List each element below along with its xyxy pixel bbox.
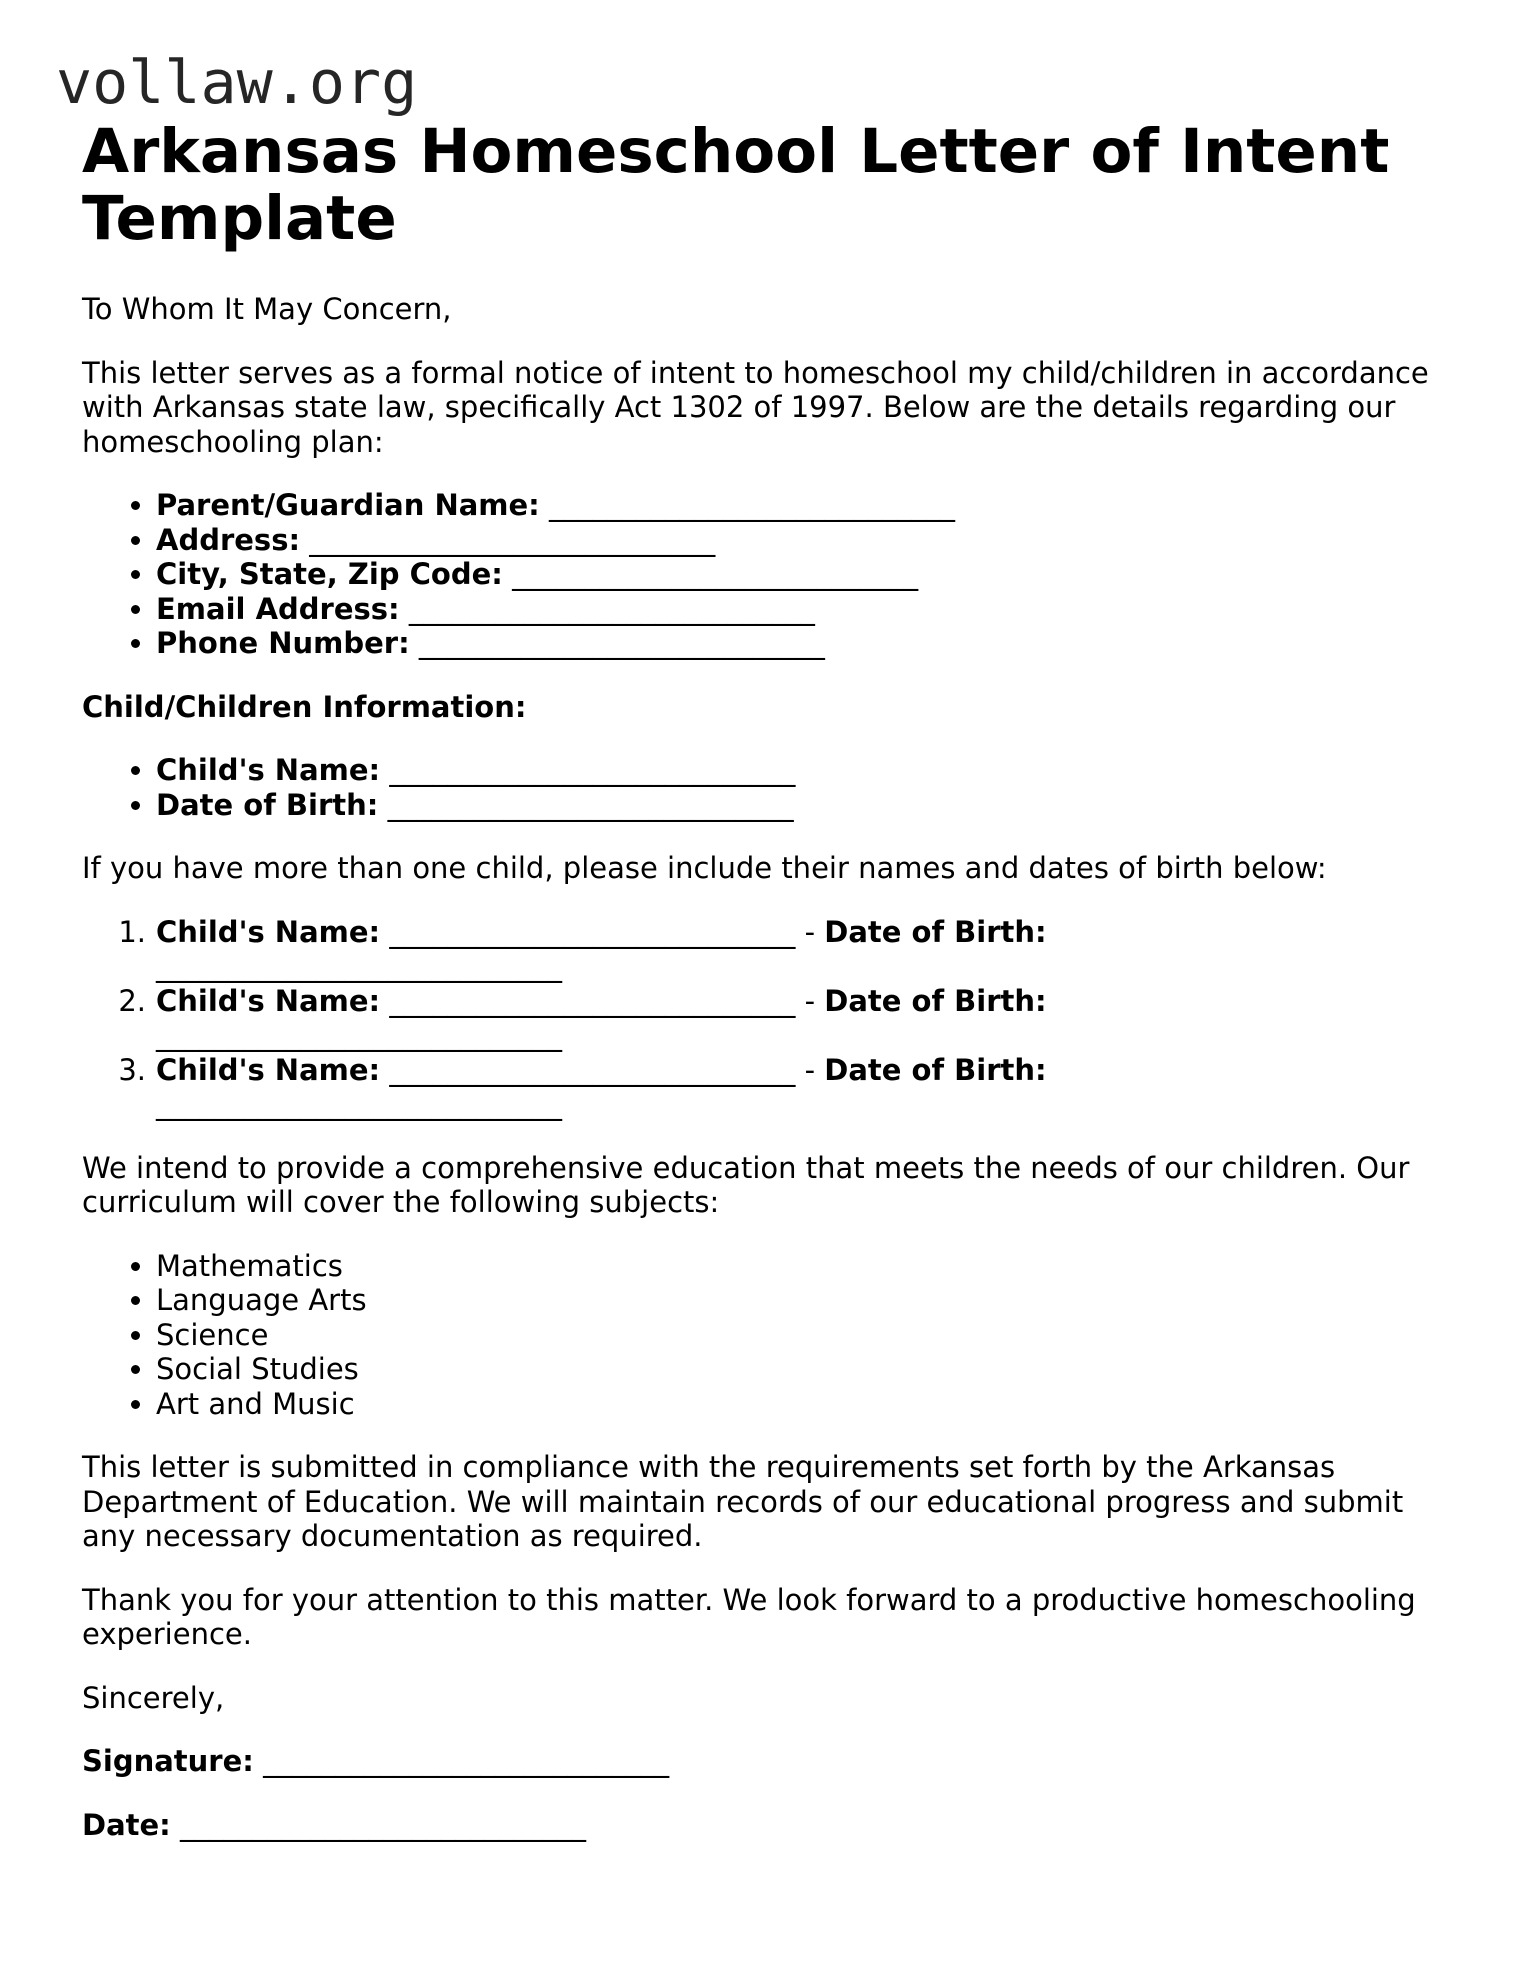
list-item-child-name: [156, 753, 1436, 788]
page-title: Arkansas Homeschool Letter of Intent Template: [82, 116, 1390, 254]
separator-dash: -: [804, 1052, 816, 1087]
signature-blank-line: ____________________________: [263, 1744, 670, 1778]
blank-line: ____________________________: [389, 753, 796, 787]
blank-line: ____________________________: [156, 1018, 562, 1052]
list-item-phone: [156, 626, 1436, 661]
row-number: 1.: [118, 914, 146, 949]
dob-label: Date of Birth:: [824, 914, 1047, 949]
subject-item-science: • Science: [156, 1318, 1436, 1353]
list-item-date-of-birth: [156, 788, 1436, 823]
list-item-city-state-zip: [156, 557, 1436, 592]
parent-info-list: [82, 488, 1436, 661]
child-name-label: Child's Name:: [156, 1052, 381, 1087]
compliance-paragraph: This letter is submitted in compliance with the requirements set forth by the Arkansas Department of Education. We will maintain records of our educational progress and submit any necessary documentation as required.: [82, 1450, 1404, 1553]
dob-label: Date of Birth:: [824, 1052, 1047, 1087]
row-number: 3.: [118, 1052, 146, 1087]
blank-line: ____________________________: [156, 949, 562, 983]
subject-item-language-arts: • Language Arts: [156, 1283, 1436, 1318]
signoff-text: Sincerely,: [82, 1680, 225, 1715]
list-item-address: [156, 523, 1436, 558]
blank-line: ____________________________: [389, 914, 796, 949]
curriculum-intro-paragraph: We intend to provide a comprehensive education that meets the needs of our children. Our curriculum will cover the following subjects:: [82, 1150, 1410, 1219]
more-children-note: If you have more than one child, please include their names and dates of birth below:: [82, 851, 1327, 885]
blank-line: ____________________________: [389, 1052, 796, 1087]
subjects-list: [82, 1249, 1436, 1422]
subject-item-mathematics: • Mathematics: [156, 1249, 1436, 1284]
child-row-3: [118, 1052, 1436, 1122]
date-row: [82, 1808, 1436, 1843]
site-logo-text: vollaw.org: [56, 48, 418, 118]
field-label: City, State, Zip Code:: [156, 557, 503, 591]
intro-paragraph: This letter serves as a formal notice of intent to homeschool my child/children in accordance with Arkansas state law, specifically Act 1302 of 1997. Below are the details regarding our homeschooling plan:: [82, 355, 1429, 459]
list-item-parent-name: [156, 488, 1436, 523]
child-row-1: [118, 914, 1436, 984]
list-item-email: [156, 592, 1436, 627]
date-label: Date:: [82, 1807, 171, 1842]
blank-line: ____________________________: [387, 787, 794, 822]
signature-row: [82, 1744, 1436, 1779]
subject-item-art-and-music: • Art and Music: [156, 1387, 1436, 1422]
field-label: Date of Birth:: [156, 787, 379, 822]
separator-dash: -: [804, 983, 816, 1018]
field-label: Parent/Guardian Name:: [156, 488, 540, 522]
signature-label: Signature:: [82, 1744, 254, 1778]
date-blank-line: ____________________________: [180, 1807, 586, 1842]
dob-label: Date of Birth:: [824, 983, 1047, 1018]
blank-line: ____________________________: [408, 591, 815, 626]
separator-dash: -: [804, 914, 816, 949]
row-number: 2.: [118, 983, 146, 1018]
child-name-label: Child's Name:: [156, 914, 381, 949]
child-row-2: [118, 983, 1436, 1053]
thanks-paragraph: Thank you for your attention to this matter. We look forward to a productive homeschooling experience.: [82, 1582, 1416, 1651]
subject-item-social-studies: • Social Studies: [156, 1352, 1436, 1387]
blank-line: ____________________________: [309, 522, 716, 557]
field-label: Child's Name:: [156, 753, 381, 787]
children-numbered-list: [82, 915, 1436, 1122]
blank-line: ____________________________: [549, 488, 955, 522]
salutation-text: To Whom It May Concern,: [82, 292, 452, 326]
section-heading-child-info: Child/Children Information:: [82, 689, 527, 724]
child-name-label: Child's Name:: [156, 983, 381, 1018]
field-label: Address:: [156, 522, 301, 557]
field-label: Phone Number:: [156, 626, 410, 660]
blank-line: ____________________________: [512, 557, 919, 591]
blank-line: ____________________________: [418, 626, 825, 660]
blank-line: ____________________________: [389, 983, 796, 1018]
child-info-list: [82, 753, 1436, 822]
field-label: Email Address:: [156, 591, 400, 626]
blank-line: ____________________________: [156, 1087, 562, 1121]
